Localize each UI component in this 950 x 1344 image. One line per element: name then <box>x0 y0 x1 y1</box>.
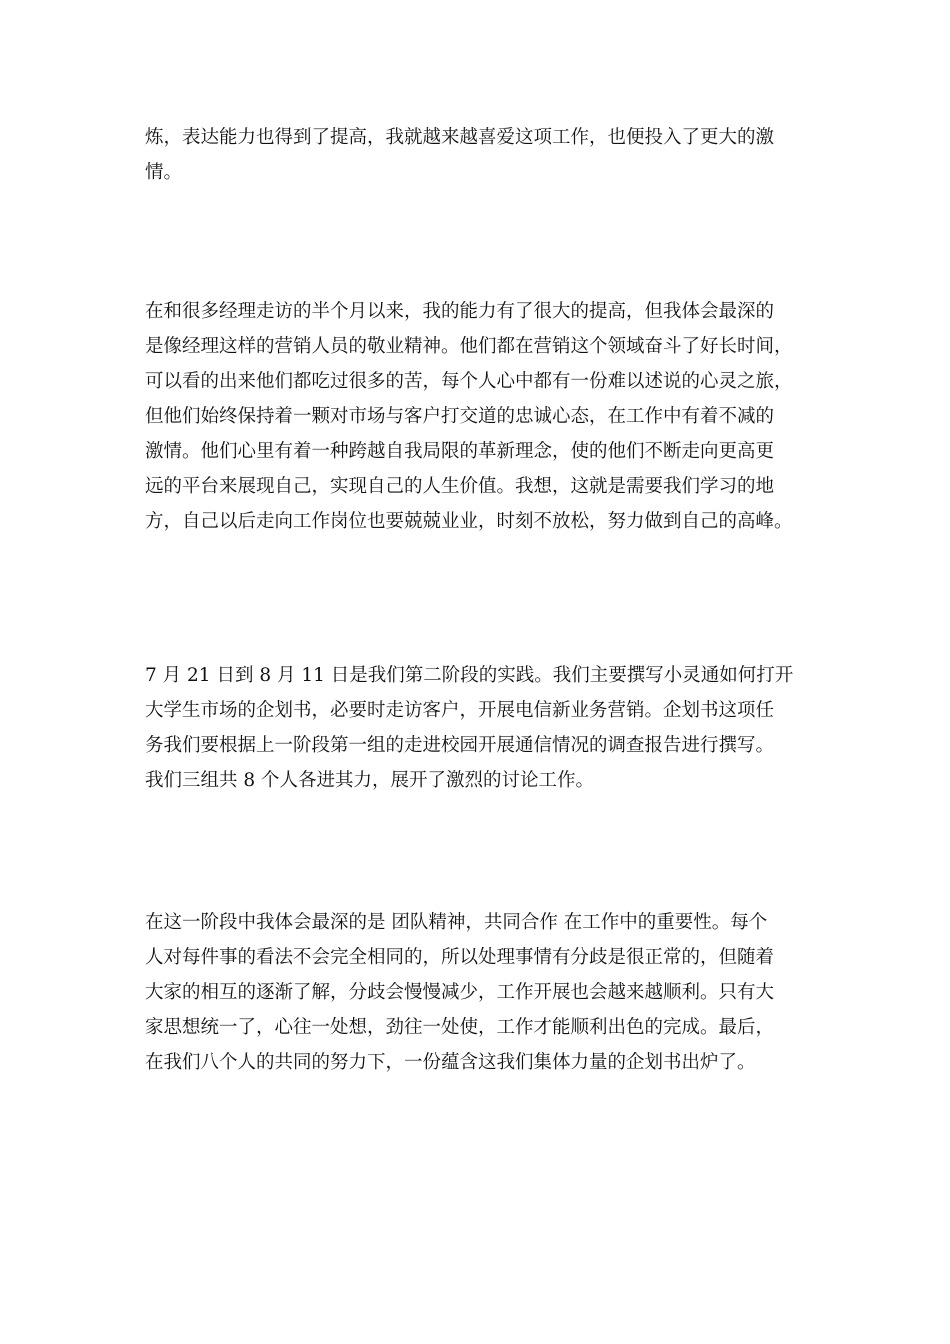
paragraph-3 <box>145 658 810 798</box>
text-line: 方，自己以后走向工作岗位也要兢兢业业，时刻不放松，努力做到自己的高峰。 <box>145 511 793 532</box>
text-line: 炼，表达能力也得到了提高，我就越来越喜爱这项工作，也便投入了更大的激 <box>145 127 775 148</box>
text-line: 在这一阶段中我体会最深的是 团队精神，共同合作 在工作中的重要性。每个 <box>145 912 768 933</box>
text-line: 但他们始终保持着一颗对市场与客户打交道的忠诚心态，在工作中有着不减的 <box>145 406 775 427</box>
text-line: 是像经理这样的营销人员的敬业精神。他们都在营销这个领域奋斗了好长时间， <box>145 336 793 357</box>
text-line: 在和很多经理走访的半个月以来，我的能力有了很大的提高，但我体会最深的 <box>145 301 775 322</box>
text-line: 大学生市场的企划书，必要时走访客户，开展电信新业务营销。企划书这项任 <box>145 700 775 721</box>
text-line: 我们三组共 8 个人各进其力，展开了激烈的讨论工作。 <box>145 770 595 791</box>
paragraph-1 <box>145 120 810 190</box>
text-line: 激情。他们心里有着一种跨越自我局限的革新理念，使的他们不断走向更高更 <box>145 441 775 462</box>
text-line: 人对每件事的看法不会完全相同的，所以处理事情有分歧是很正常的，但随着 <box>145 947 775 968</box>
paragraph-4 <box>145 905 810 1080</box>
text-line: 务我们要根据上一阶段第一组的走进校园开展通信情况的调查报告进行撰写。 <box>145 735 775 756</box>
text-line: 远的平台来展现自己，实现自己的人生价值。我想，这就是需要我们学习的地 <box>145 476 775 497</box>
text-line: 情。 <box>145 162 183 183</box>
text-line: 大家的相互的逐渐了解，分歧会慢慢减少，工作开展也会越来越顺利。只有大 <box>145 982 775 1003</box>
text-line: 在我们八个人的共同的努力下，一份蕴含这我们集体力量的企划书出炉了。 <box>145 1052 756 1073</box>
text-line: 可以看的出来他们都吃过很多的苦，每个人心中都有一份难以述说的心灵之旅， <box>145 371 793 392</box>
text-line: 7 月 21 日到 8 月 11 日是我们第二阶段的实践。我们主要撰写小灵通如何打开 <box>145 665 794 686</box>
text-line: 家思想统一了，心往一处想，劲往一处使，工作才能顺利出色的完成。最后， <box>145 1017 775 1038</box>
paragraph-2 <box>145 294 810 539</box>
